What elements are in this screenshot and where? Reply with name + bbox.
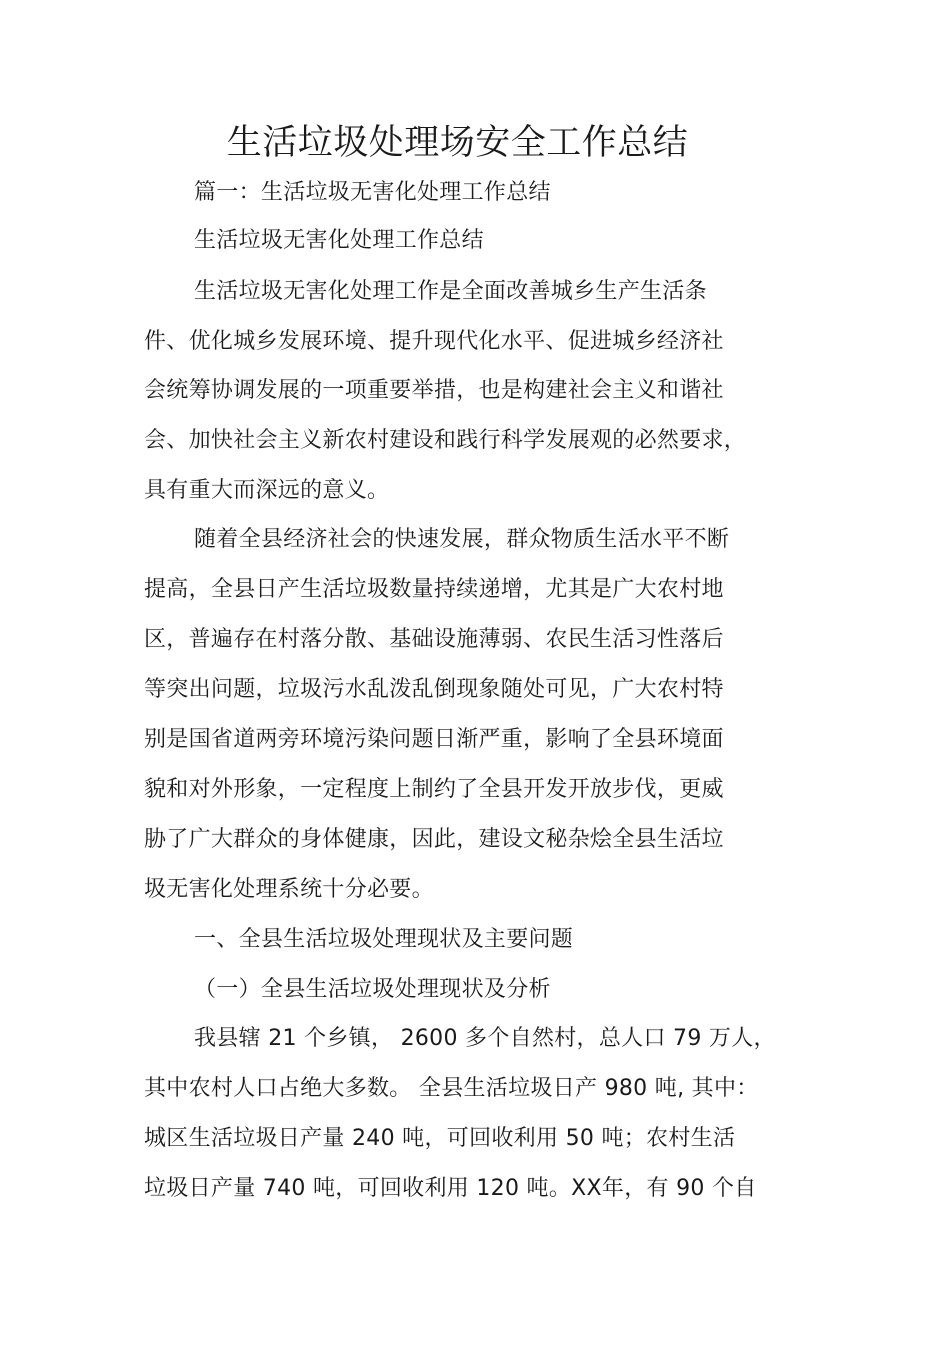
paragraph-line: 貌和对外形象，一定程度上制约了全县开发开放步伐，更威 [144, 777, 724, 802]
paragraph-line: 城区生活垃圾日产量 240 吨，可回收利用 50 吨；农村生活 [144, 1126, 736, 1151]
document-title: 生活垃圾处理场安全工作总结 [226, 123, 689, 163]
subheading: 生活垃圾无害化处理工作总结 [194, 228, 484, 253]
paragraph-line: 圾无害化处理系统十分必要。 [144, 877, 434, 902]
paragraph-line: 会、加快社会主义新农村建设和践行科学发展观的必然要求， [144, 428, 747, 453]
paragraph-line: 其中农村人口占绝大多数。 全县生活垃圾日产 980 吨, 其中： [144, 1076, 759, 1101]
paragraph-line: 会统筹协调发展的一项重要举措，也是构建社会主义和谐社 [144, 378, 724, 403]
section-heading: 一、全县生活垃圾处理现状及主要问题 [194, 927, 574, 952]
paragraph-line: 垃圾日产量 740 吨，可回收利用 120 吨。XX年，有 90 个自 [144, 1176, 757, 1201]
paragraph-line: 生活垃圾无害化处理工作是全面改善城乡生产生活条 [194, 279, 707, 304]
paragraph-line: 胁了广大群众的身体健康，因此，建设文秘杂烩全县生活垃 [144, 827, 724, 852]
paragraph-line: 等突出问题，垃圾污水乱泼乱倒现象随处可见，广大农村特 [144, 677, 724, 702]
paragraph-line: 区，普遍存在村落分散、基础设施薄弱、农民生活习性落后 [144, 627, 724, 652]
paragraph-line: 我县辖 21 个乡镇， 2600 多个自然村，总人口 79 万人， [194, 1026, 776, 1051]
section-heading-part-one: 篇一：生活垃圾无害化处理工作总结 [194, 180, 551, 205]
paragraph-line: 具有重大而深远的意义。 [144, 478, 390, 503]
paragraph-line: 提高，全县日产生活垃圾数量持续递增，尤其是广大农村地 [144, 577, 724, 602]
paragraph-line: 随着全县经济社会的快速发展，群众物质生活水平不断 [194, 527, 730, 552]
paragraph-line: 件、优化城乡发展环境、提升现代化水平、促进城乡经济社 [144, 329, 724, 354]
subsection-heading: （一）全县生活垃圾处理现状及分析 [194, 977, 551, 1002]
paragraph-line: 别是国省道两旁环境污染问题日渐严重，影响了全县环境面 [144, 727, 724, 752]
